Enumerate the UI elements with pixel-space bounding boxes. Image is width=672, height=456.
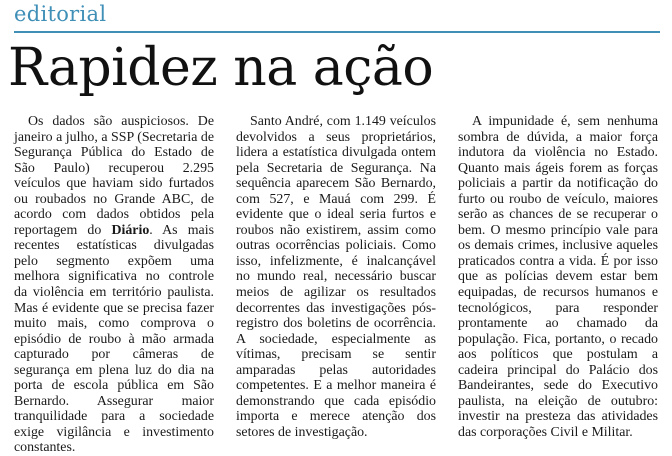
article-column-2 xyxy=(236,114,436,440)
article-column-1 xyxy=(14,114,214,456)
paragraph-text: . As mais recentes estatísticas divulgadas pelo segmento expõem uma melhora significativa no controle da violência em território paulista. Mas é evidente que se precisa fazer muito mais, como comprova o episódio de roubo à mão armada capturado por câmeras de segurança em plena luz do dia na porta de escola pública em São Bernardo. Assegurar maior tranquilidade para a sociedade exige vigilância e investimento constantes. xyxy=(14,222,214,456)
newspaper-name: Diário xyxy=(111,222,150,238)
paragraph-text: Os dados são auspiciosos. De janeiro a julho, a SSP (Secretaria de Segurança Pública do Estado de São Paulo) recuperou 2.295 veículos que haviam sido furtados ou roubados no Grande ABC, de acordo com dados obtidos pela reportagem do xyxy=(14,114,214,238)
paragraph: A impunidade é, sem nenhuma sombra de dúvida, a maior força indutora da violência no Estado. Quanto mais ágeis forem as forças policiais a partir da notificação do furto ou roubo de veículo, maiores serão as chances de se recuperar o bem. O mesmo princípio vale para os demais crimes, inclusive aqueles praticados contra a vida. É por isso que as polícias devem estar bem equipadas, de recursos humanos e tecnológicos, para responder prontamente ao chamado da população. Fica, portanto, o recado aos políticos que postulam a cadeira principal do Palácio dos Bandeirantes, sede do Executivo paulista, na eleição de outubro: investir na presteza das atividades das corporações Civil e Militar. xyxy=(458,114,658,440)
section-rule xyxy=(14,31,660,33)
section-label: editorial xyxy=(14,2,107,26)
paragraph: Santo André, com 1.149 veículos devolvidos a seus proprietários, lidera a estatística divulgada ontem pela Secretaria de Segurança. Na sequência aparecem São Bernardo, com 527, e Mauá com 299. É evidente que o ideal seria furtos e roubos não existirem, assim como outras ocorrências policiais. Como isso, infelizmente, é inalcançável no mundo real, necessário buscar meios de agilizar os resultados decorrentes das investigações pós-registro dos boletins de ocorrência. A sociedade, especialmente as vítimas, precisam se sentir amparadas pelas autoridades competentes. E a melhor maneira é demonstrando que cada episódio importa e merece atenção dos setores de investigação. xyxy=(236,114,436,440)
paragraph xyxy=(14,114,214,456)
article-column-3 xyxy=(458,114,658,440)
headline: Rapidez na ação xyxy=(8,38,434,98)
